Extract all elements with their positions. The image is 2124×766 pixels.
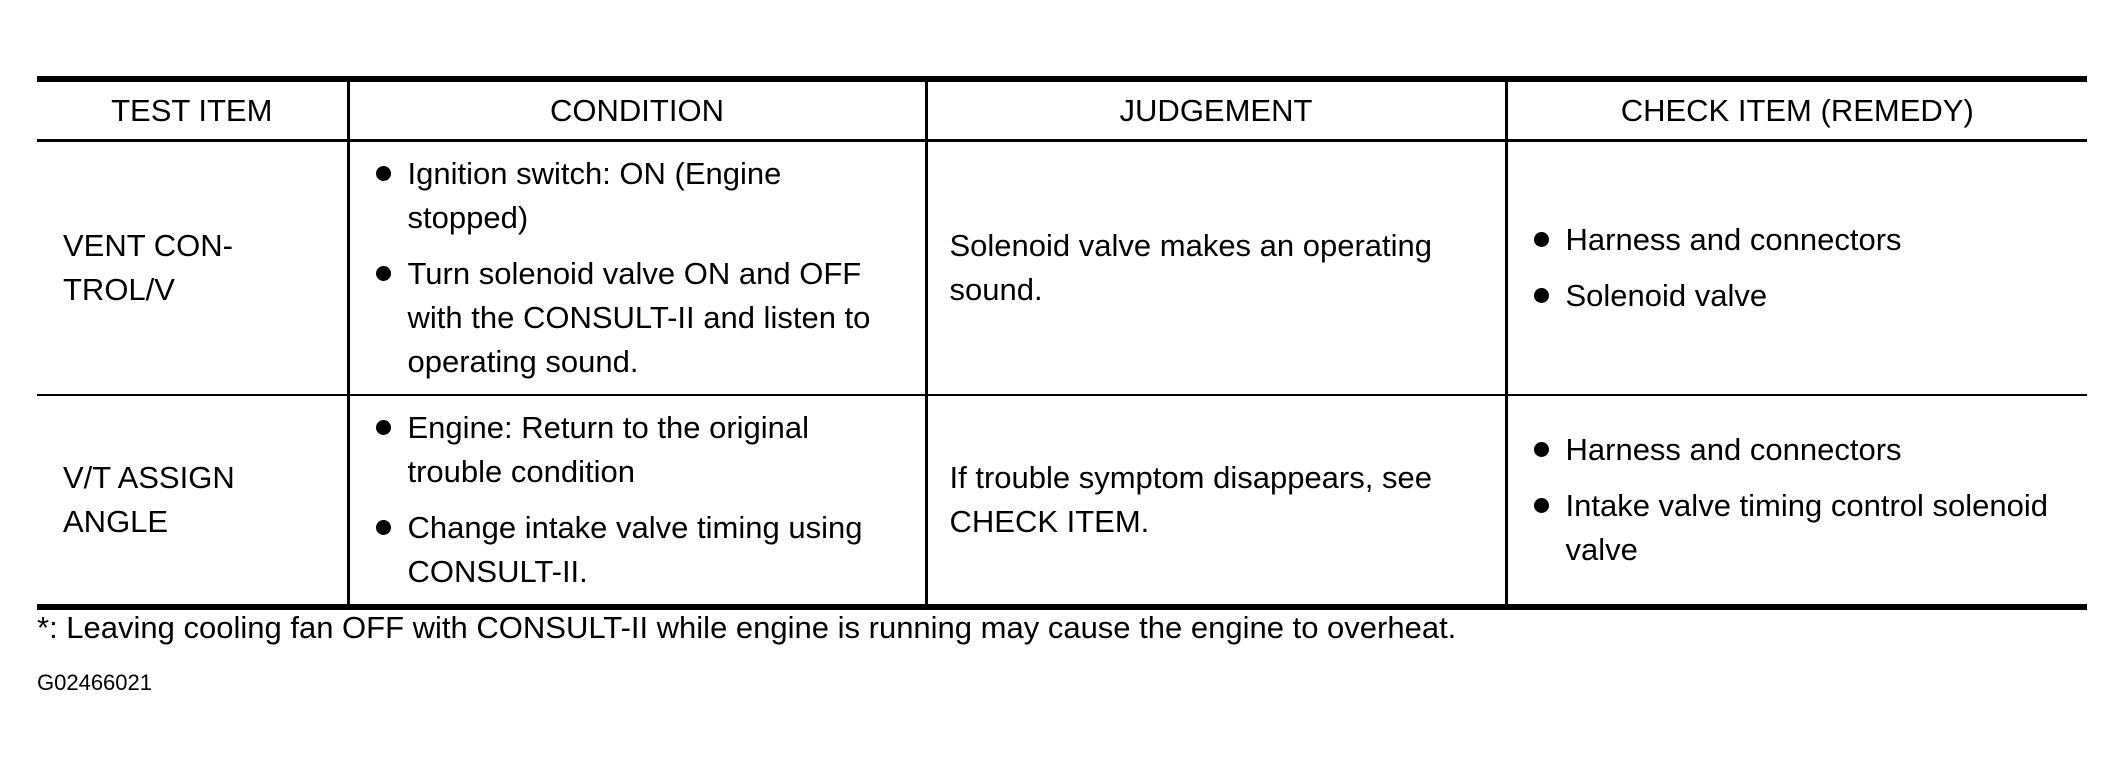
bullet-dot-icon <box>376 266 391 281</box>
condition-text: Turn solenoid valve ON and OFF with the CONSULT-II and listen to operating sound. <box>407 256 871 379</box>
check-item-cell <box>1506 395 2087 607</box>
check-item-text: Intake valve timing control solenoid valve <box>1565 488 2048 567</box>
condition-list <box>372 406 909 594</box>
list-item <box>372 506 909 594</box>
bullet-dot-icon <box>376 520 391 535</box>
header-judgement: JUDGEMENT <box>926 79 1506 141</box>
check-item-list <box>1530 428 2072 572</box>
bullet-dot-icon <box>1534 232 1549 247</box>
header-condition: CONDITION <box>348 79 926 141</box>
list-item <box>1530 274 2072 318</box>
header-check-item: CHECK ITEM (REMEDY) <box>1506 79 2087 141</box>
bullet-dot-icon <box>1534 498 1549 513</box>
condition-cell <box>348 141 926 396</box>
condition-text: Change intake valve timing using CONSULT-II. <box>407 510 863 589</box>
bullet-dot-icon <box>376 166 391 181</box>
header-test-item: TEST ITEM <box>37 79 348 141</box>
check-item-text: Harness and connectors <box>1565 432 1902 467</box>
test-item-line: VENT CON- <box>63 228 233 263</box>
footnote: *: Leaving cooling fan OFF with CONSULT-II while engine is running may cause the engine to overheat. <box>37 610 1457 645</box>
condition-text: Engine: Return to the original trouble condition <box>407 410 810 489</box>
test-item-line: ANGLE <box>63 504 169 539</box>
list-item <box>372 252 909 384</box>
table-row <box>37 141 2087 396</box>
condition-list <box>372 152 909 384</box>
table-row <box>37 395 2087 607</box>
check-item-list <box>1530 218 2072 318</box>
judgement-cell: If trouble symptom disappears, see CHECK ITEM. <box>926 395 1506 607</box>
list-item <box>372 152 909 240</box>
check-item-text: Harness and connectors <box>1565 222 1902 257</box>
check-item-text: Solenoid valve <box>1565 278 1768 313</box>
test-item-table <box>37 76 2087 610</box>
condition-cell <box>348 395 926 607</box>
test-item-cell <box>37 395 348 607</box>
condition-text: Ignition switch: ON (Engine stopped) <box>407 156 782 235</box>
bullet-dot-icon <box>376 420 391 435</box>
list-item <box>1530 218 2072 262</box>
test-item-cell <box>37 141 348 396</box>
table-header-row <box>37 79 2087 141</box>
list-item <box>1530 484 2072 572</box>
check-item-cell <box>1506 141 2087 396</box>
bullet-dot-icon <box>1534 288 1549 303</box>
test-item-line: V/T ASSIGN <box>63 460 235 495</box>
list-item <box>1530 428 2072 472</box>
judgement-cell: Solenoid valve makes an operating sound. <box>926 141 1506 396</box>
figure-id: G02466021 <box>37 670 152 695</box>
test-item-line: TROL/V <box>63 272 175 307</box>
bullet-dot-icon <box>1534 442 1549 457</box>
list-item <box>372 406 909 494</box>
